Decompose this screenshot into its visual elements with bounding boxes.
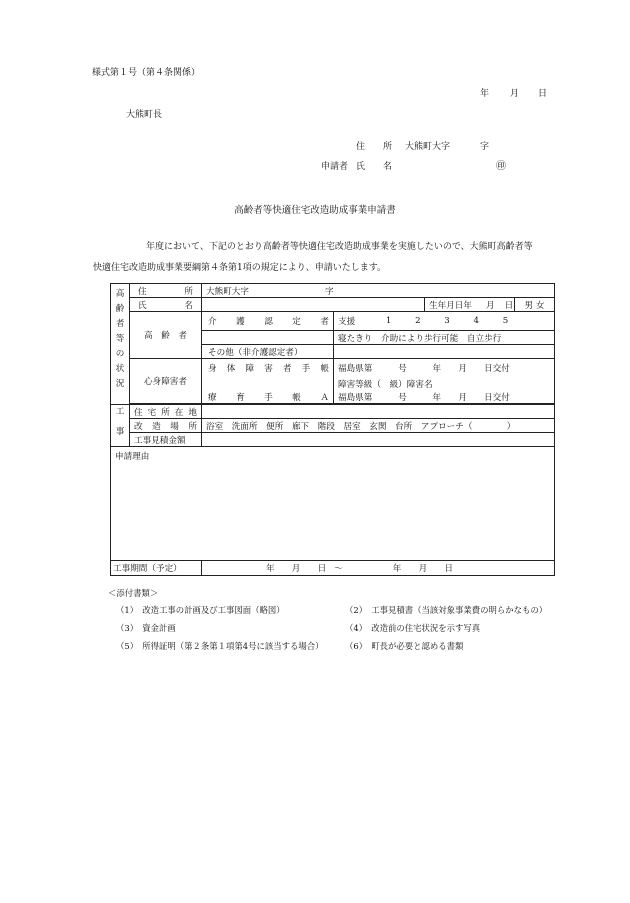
date-year-label: 年 — [480, 89, 490, 99]
attachment-item: （2） 工事見積書（当該対象事業費の明らかなもの） — [345, 605, 548, 615]
addressee: 大熊町長 — [126, 110, 163, 120]
physical-handbook-label-cell: 身 体 障 害 者 手 帳 — [202, 359, 334, 378]
side-char: 等 — [115, 334, 125, 344]
address-label-cell: 住 所 — [130, 284, 202, 298]
attachment-item: （5） 所得証明（第２条第１項第4号に該当する場合） — [116, 641, 324, 651]
other-label-cell: その他（非介護認定者） — [202, 345, 334, 359]
disabled-label-cell: 心身障害者 — [130, 359, 202, 404]
support-level-cell: 支援 1 2 3 4 5 — [334, 312, 555, 331]
applicant-address-value: 大熊町大字 — [405, 142, 451, 152]
ryoiku-value-cell: 福島県第 号 年 月 日交付 — [334, 390, 555, 404]
applicant-address-label: 住 所 — [356, 142, 393, 152]
ryoiku-label-cell: 療 育 手 帳 Ａ — [202, 390, 334, 404]
work-side-label — [111, 405, 130, 447]
date-month-label: 月 — [510, 89, 520, 99]
attachment-item: （6） 町長が必要と認める書類 — [345, 641, 464, 651]
attachment-item: （4） 改造前の住宅状況を示す写真 — [345, 623, 481, 633]
side-char: 者 — [115, 319, 125, 329]
side-char: 事 — [115, 427, 125, 437]
house-location-value-cell — [202, 405, 555, 419]
side-char: 高 — [115, 289, 125, 299]
body-text-line1: 年度において、下記のとおり高齢者等快適住宅改造助成事業を実施したいので、大熊町高齢者等 — [110, 242, 533, 252]
estimate-value-cell — [202, 433, 555, 447]
reason-cell — [111, 447, 555, 561]
attachments-heading: ＜添付書類＞ — [108, 588, 159, 598]
physical-handbook-value-cell: 福島県第 号 年 月 日交付 — [334, 359, 555, 378]
reason-label: 申請理由 — [115, 452, 150, 462]
side-char: 状 — [115, 364, 125, 374]
elderly-status-side-label — [111, 284, 130, 405]
elderly-label-cell: 高 齢 者 — [130, 312, 202, 359]
care-cert-label-cell: 介 護 認 定 者 — [202, 312, 334, 331]
attachment-item: （3） 資金計画 — [116, 623, 176, 633]
period-label-cell: 工事期間（予定） — [111, 561, 202, 576]
attachment-item: （1） 改造工事の計画及び工事図面（略図） — [116, 605, 285, 615]
body-text-line2: 快適住宅改造助成事業要綱第４条第1項の規定により、申請いたします。 — [93, 263, 387, 273]
side-char: の — [115, 349, 125, 359]
form-number: 様式第１号（第４条関係） — [92, 68, 201, 78]
renovation-places-cell: 浴室 洗面所 便所 廊下 階段 居室 玄関 台所 アプローチ（ ） — [202, 419, 555, 433]
house-location-label-cell: 住宅所在地 — [130, 405, 202, 419]
side-char: 齢 — [115, 304, 125, 314]
other-value-cell — [334, 345, 555, 359]
date-day-label: 日 — [538, 89, 548, 99]
applicant-address-aza: 字 — [480, 142, 490, 152]
mobility-options-cell: 寝たきり 介助により歩行可能 自立歩行 — [334, 331, 555, 345]
renovation-place-label-cell: 改 造 場 所 — [130, 419, 202, 433]
applicant-name-label: 氏 名 — [356, 162, 393, 172]
address-value-cell: 大熊町大字 字 — [202, 284, 555, 298]
disability-grade-cell: 障害等級（ 級）障害名 — [334, 377, 555, 390]
side-char: 況 — [115, 379, 125, 389]
period-value-cell: 年 月 日 ～ 年 月 日 — [202, 561, 555, 576]
handbook-blank-cell — [202, 377, 334, 390]
birth-date-cell: 生年月日 年 月 日 — [425, 298, 515, 312]
side-char: 工 — [115, 407, 125, 417]
care-cert-blank-cell — [202, 331, 334, 345]
document-title: 高齢者等快適住宅改造助成事業申請書 — [234, 205, 396, 216]
sex-cell: 男 女 — [515, 298, 555, 312]
name-value-cell — [202, 298, 425, 312]
seal-mark: ㊞ — [496, 161, 506, 172]
estimate-label-cell: 工事見積金額 — [130, 433, 202, 447]
applicant-label: 申請者 — [321, 162, 349, 172]
name-label-cell: 氏 名 — [130, 298, 202, 312]
application-form-table — [110, 283, 555, 576]
